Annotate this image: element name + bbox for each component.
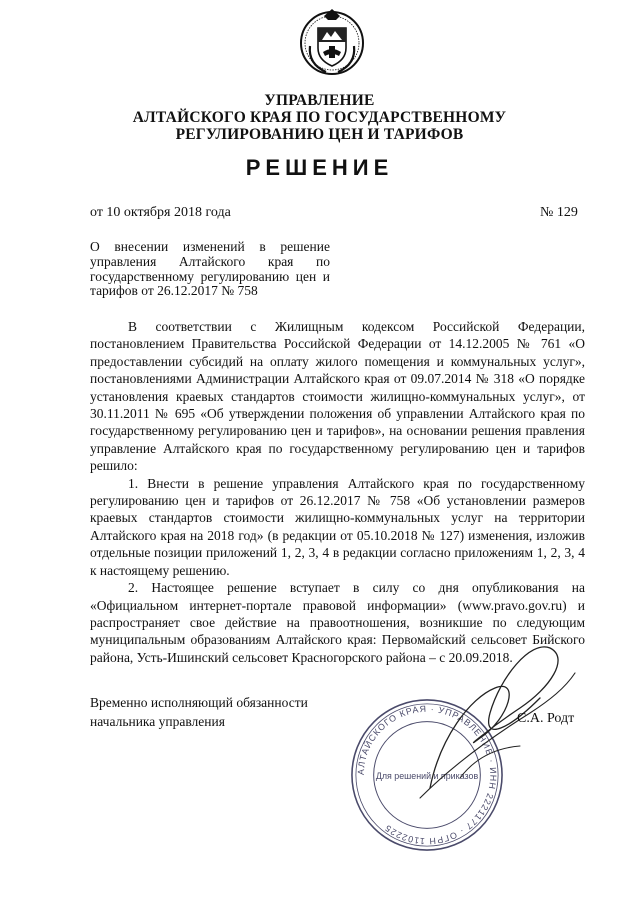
org-line-1: УПРАВЛЕНИЕ xyxy=(264,92,375,109)
coat-of-arms-icon xyxy=(296,6,368,78)
body-paragraph-item-2: 2. Настоящее решение вступает в силу со дня опубликования на «Официальном интернет-портале правовой информации» (www.pravo.gov.ru) и распространяет свое действие на правоотношения, возникшие по следующим муниципальным образованиям Алтайского края: Первомайский сельсовет Бийского района, Усть-Ишинский сельсовет Красногорского района – с 20.09.2018. xyxy=(90,580,585,665)
document-title: РЕШЕНИЕ xyxy=(245,155,394,180)
body-paragraph-preamble: В соответствии с Жилищным кодексом Российской Федерации, постановлением Правительства Российской Федерации от 14.12.2005 № 761 «О предоставлении субсидий на оплату жилого помещения и коммунальных услуг», постановлениями Администрации Алтайского края от 09.07.2014 № 318 «О порядке установления краевых стандартов стоимости жилищно-коммунальных услуг», от 30.11.2011 № 695 «Об утверждении положения об управлении Алтайского края по государственному регулированию цен и тарифов», на основании решения правления управление Алтайского края по государственному регулированию цен и тарифов решило: xyxy=(90,319,585,474)
org-line-2: АЛТАЙСКОГО КРАЯ ПО ГОСУДАРСТВЕННОМУ xyxy=(132,109,507,126)
document-body xyxy=(90,318,585,666)
document-number: № 129 xyxy=(540,205,578,220)
org-line-3: РЕГУЛИРОВАНИЮ ЦЕН И ТАРИФОВ xyxy=(175,126,464,143)
stamp-outer-text: АЛТАЙСКОГО КРАЯ · УПРАВЛЕНИЕ · ИНН 2221177 · ОГРН 1102225 xyxy=(355,703,499,847)
signatory-title xyxy=(90,694,308,731)
signatory-title-line-2: начальника управления xyxy=(90,713,225,729)
body-paragraph-item-1: 1. Внести в решение управления Алтайского края по государственному регулированию цен и тарифов от 26.12.2017 № 758 «Об установлении размеров краевых стандартов стоимости жилищно-коммунальных услуг на территории Алтайского края на 2018 год» (в редакции от 05.10.2018 № 127) изменения, изложив отдельные позиции приложений 1, 2, 3, 4 в редакции согласно приложениям 1, 2, 3, 4 к настоящему решению. xyxy=(90,475,585,578)
document-date: от 10 октября 2018 года xyxy=(90,205,231,220)
signatory-name: С.А. Родт xyxy=(517,711,575,726)
document-subject: О внесении изменений в решение управления Алтайского края по государственному регулированию цен и тарифов от 26.12.2017 № 758 xyxy=(90,239,330,299)
signatory-title-line-1: Временно исполняющий обязанности xyxy=(90,695,308,710)
organization-header xyxy=(0,92,639,143)
stamp-inner-text: Для решений и приказов xyxy=(375,770,479,781)
